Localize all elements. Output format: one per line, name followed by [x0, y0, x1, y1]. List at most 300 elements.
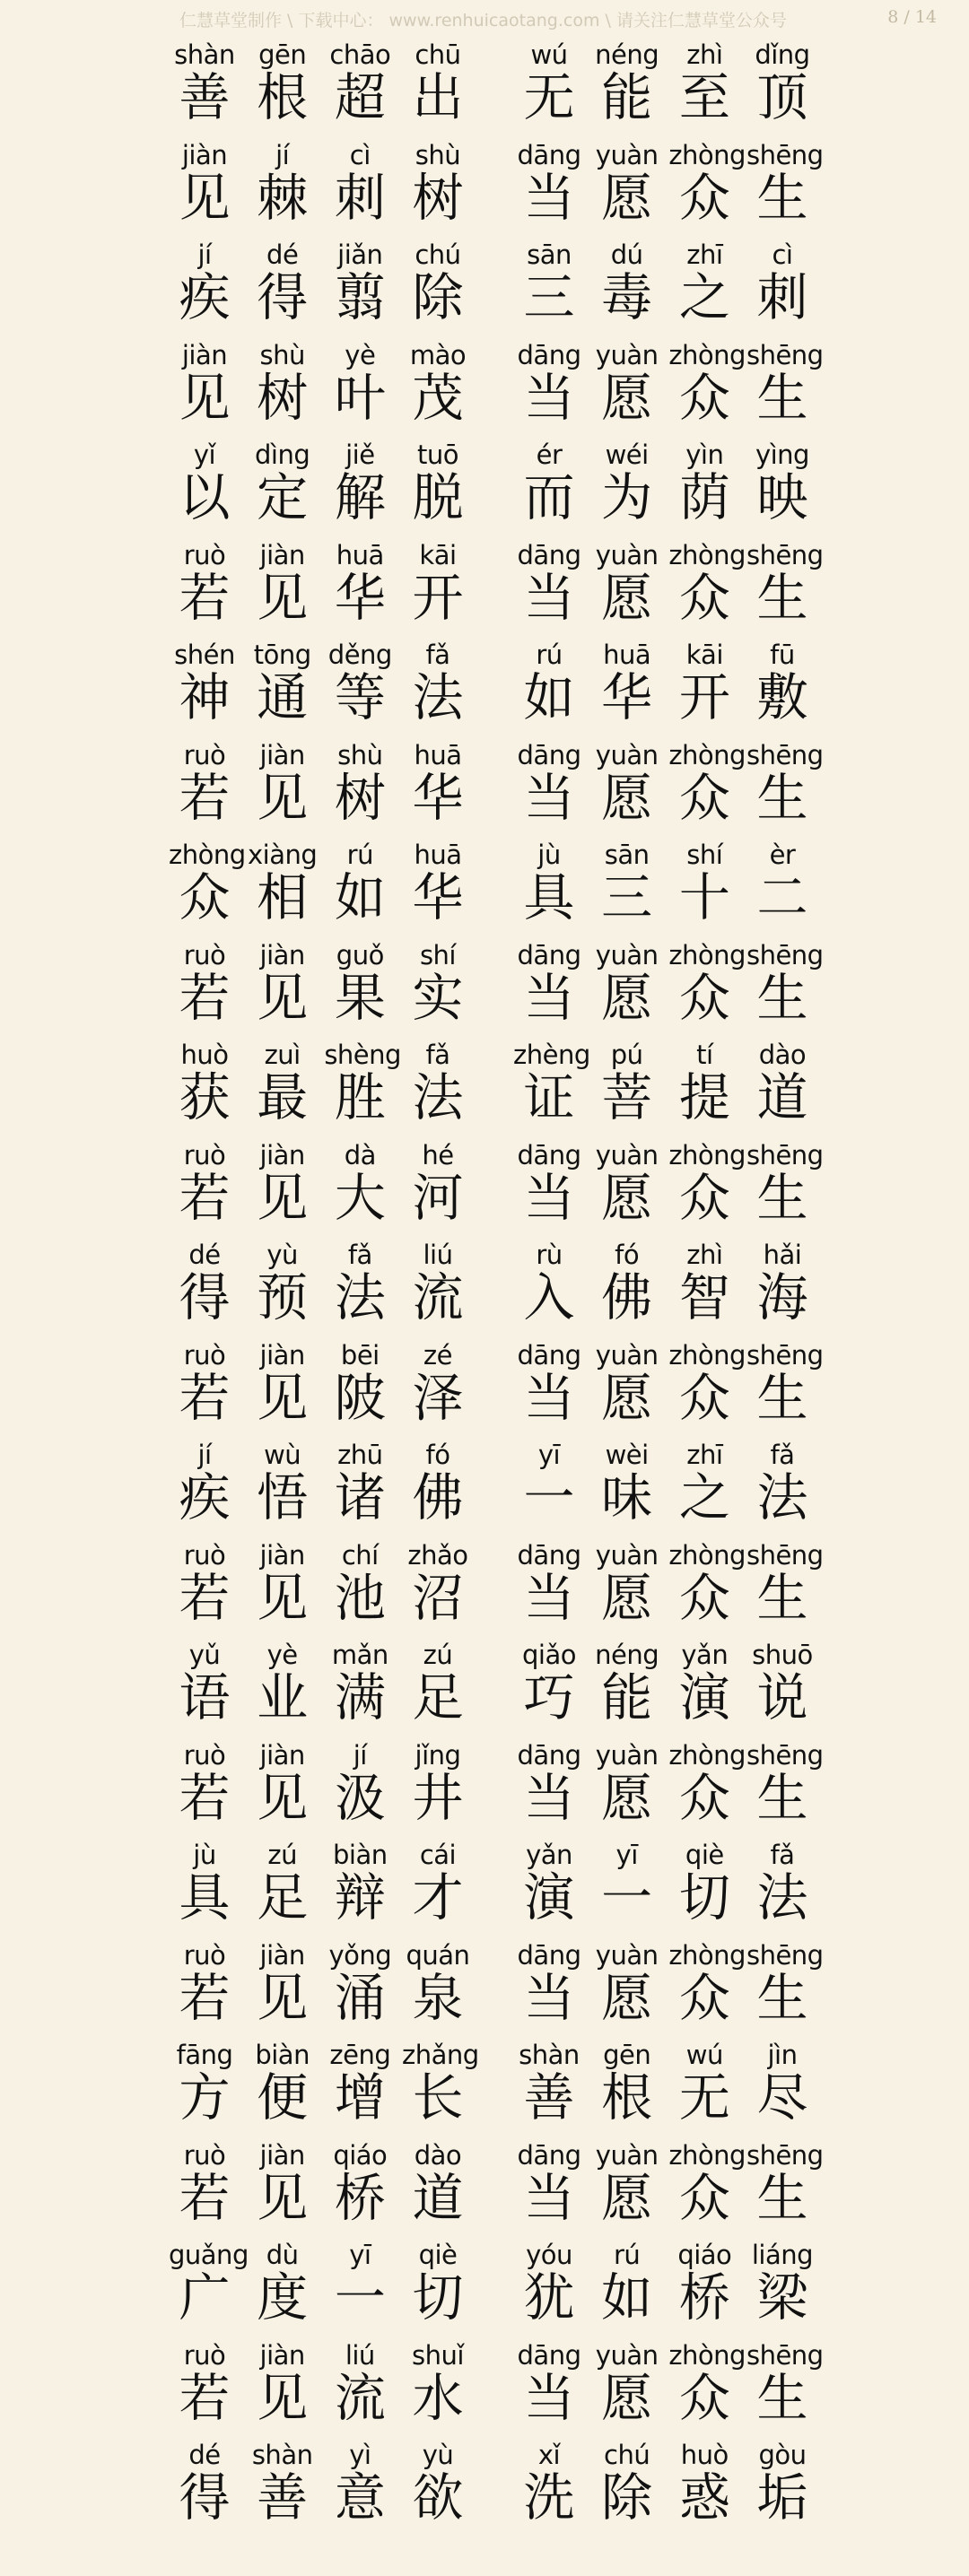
character-cell [668, 1640, 740, 1726]
hanzi: 垢 [756, 2468, 808, 2528]
character-cell [324, 1940, 396, 2026]
verse-phrase-left [169, 2140, 474, 2226]
hanzi: 愿 [601, 1968, 653, 2028]
character-cell [247, 2040, 319, 2126]
pinyin: jiàn [259, 2339, 305, 2371]
pinyin: jiàn [259, 1739, 305, 1771]
character-cell [402, 239, 474, 326]
pinyin: cì [349, 139, 371, 170]
character-cell [513, 840, 585, 926]
pinyin: dāng [517, 1539, 581, 1571]
character-cell [247, 2240, 319, 2326]
pinyin: zhòng [668, 739, 746, 770]
pinyin: dāng [517, 2139, 581, 2171]
pinyin: yuàn [595, 739, 659, 770]
pinyin: shēng [746, 1539, 824, 1571]
pinyin: yù [422, 2440, 454, 2470]
hanzi: 演 [678, 1668, 730, 1727]
pinyin: wèi [605, 1440, 649, 1470]
verse-list [0, 39, 969, 2540]
pinyin: shuō [752, 1640, 813, 1670]
hanzi: 生 [756, 568, 808, 628]
pinyin: dào [758, 1040, 807, 1070]
hanzi: 大 [334, 1168, 386, 1228]
verse-line [0, 1240, 969, 1340]
hanzi: 方 [179, 2068, 231, 2128]
character-cell [402, 540, 474, 626]
verse-phrase-left [169, 1140, 474, 1226]
pinyin: shèng [324, 1040, 401, 1070]
pinyin: dāng [517, 1739, 581, 1771]
hanzi: 法 [412, 668, 464, 727]
hanzi: 无 [523, 68, 575, 127]
pinyin: fǎ [347, 1240, 372, 1270]
pinyin: yǐ [193, 439, 216, 470]
pinyin: shēng [746, 339, 824, 370]
hanzi: 语 [179, 1668, 231, 1727]
character-cell [169, 39, 240, 126]
pinyin: huā [336, 539, 384, 570]
character-cell [591, 640, 663, 726]
character-cell [668, 1539, 746, 1628]
hanzi: 如 [601, 2268, 653, 2328]
character-cell [591, 39, 663, 126]
pinyin: shù [337, 739, 383, 770]
hanzi: 河 [412, 1168, 464, 1228]
hanzi: 满 [334, 1668, 386, 1727]
pinyin: yìng [755, 439, 809, 470]
verse-phrase-right [513, 739, 824, 828]
hanzi: 疾 [179, 268, 231, 327]
pinyin: shēng [746, 939, 824, 970]
verse-phrase-right [513, 2240, 818, 2326]
pinyin: yǎn [681, 1640, 729, 1670]
hanzi: 能 [601, 1668, 653, 1727]
character-cell [746, 1139, 824, 1228]
character-cell [591, 2140, 663, 2226]
character-cell [247, 2440, 319, 2526]
hanzi: 道 [412, 2168, 464, 2228]
hanzi: 胜 [334, 1068, 386, 1127]
pinyin: cì [772, 239, 793, 270]
character-cell [247, 1940, 319, 2026]
hanzi: 翦 [334, 268, 386, 327]
hanzi: 若 [179, 2168, 231, 2228]
verse-phrase-right [513, 1939, 824, 2028]
hanzi: 生 [756, 2168, 808, 2228]
character-cell [668, 640, 740, 726]
hanzi: 善 [257, 2468, 309, 2528]
character-cell [169, 540, 240, 626]
character-cell [324, 1640, 396, 1726]
hanzi: 三 [523, 268, 575, 327]
hanzi: 开 [678, 668, 730, 727]
hanzi: 见 [257, 968, 309, 1028]
character-cell [247, 1240, 319, 1326]
hanzi: 池 [334, 1568, 386, 1628]
hanzi: 脱 [412, 468, 464, 527]
hanzi: 菩 [601, 1068, 653, 1127]
verse-phrase-left [169, 2240, 474, 2326]
character-cell [513, 1840, 585, 1926]
pinyin: gēn [603, 2040, 651, 2070]
hanzi: 众 [678, 368, 730, 428]
character-cell [668, 439, 740, 526]
verse-phrase-right [513, 1040, 818, 1126]
pinyin: jù [537, 840, 561, 870]
character-cell [668, 2339, 746, 2428]
pinyin: shēng [746, 2139, 824, 2171]
hanzi: 欲 [412, 2468, 464, 2528]
character-cell [169, 1840, 240, 1926]
character-cell [513, 2440, 585, 2526]
pinyin: jǐng [415, 1739, 461, 1771]
character-cell [746, 439, 818, 526]
pinyin: shí [419, 939, 456, 970]
hanzi: 陂 [334, 1368, 386, 1428]
character-cell [169, 1640, 240, 1726]
pinyin: shí [686, 840, 723, 870]
hanzi: 获 [179, 1068, 231, 1127]
hanzi: 若 [179, 1568, 231, 1628]
hanzi: 解 [334, 468, 386, 527]
hanzi: 水 [412, 2368, 464, 2428]
pinyin: chāo [329, 39, 391, 70]
hanzi: 当 [523, 1768, 575, 1828]
character-cell [247, 1040, 319, 1126]
verse-phrase-left [169, 1440, 474, 1526]
character-cell [746, 640, 818, 726]
hanzi: 开 [412, 568, 464, 628]
verse-phrase-left [169, 1340, 474, 1426]
character-cell [746, 2339, 824, 2428]
hanzi: 愿 [601, 968, 653, 1028]
character-cell [591, 2240, 663, 2326]
verse-line [0, 2040, 969, 2140]
verse-line [0, 2340, 969, 2441]
character-cell [513, 1140, 585, 1226]
character-cell [513, 439, 585, 526]
verse-phrase-left [169, 740, 474, 826]
character-cell [513, 1740, 585, 1826]
hanzi: 之 [678, 1468, 730, 1527]
character-cell [591, 1640, 663, 1726]
pinyin: shēng [746, 1939, 824, 1971]
character-cell [668, 1040, 740, 1126]
hanzi: 智 [678, 1268, 730, 1327]
character-cell [513, 1640, 585, 1726]
character-cell [247, 1340, 319, 1426]
pinyin: yuàn [595, 1139, 659, 1171]
hanzi: 具 [179, 1868, 231, 1928]
pinyin: jí [353, 1739, 367, 1771]
hanzi: 最 [257, 1068, 309, 1127]
hanzi: 定 [257, 468, 309, 527]
character-cell [247, 39, 319, 126]
character-cell [169, 1340, 240, 1426]
pinyin: ruò [183, 539, 226, 570]
pinyin: pú [610, 1040, 643, 1070]
character-cell [169, 1940, 240, 2026]
verse-line [0, 1140, 969, 1240]
pinyin: jiàn [259, 2139, 305, 2171]
pinyin: xiàng [248, 840, 318, 870]
character-cell [324, 1140, 396, 1226]
pinyin: ruò [183, 2339, 226, 2371]
hanzi: 井 [412, 1768, 464, 1828]
character-cell [591, 540, 663, 626]
character-cell [402, 2140, 474, 2226]
character-cell [324, 140, 396, 226]
hanzi: 桥 [334, 2168, 386, 2228]
character-cell [668, 1339, 746, 1428]
pinyin: fū [770, 640, 795, 670]
pinyin: shēng [746, 1739, 824, 1771]
character-cell [746, 1640, 818, 1726]
pinyin: jí [197, 1440, 212, 1470]
pinyin: ruò [183, 939, 226, 970]
character-cell [591, 1040, 663, 1126]
character-cell [247, 1140, 319, 1226]
character-cell [169, 640, 240, 726]
hanzi: 叶 [334, 368, 386, 428]
verse-line [0, 640, 969, 740]
pinyin: néng [595, 1640, 659, 1670]
hanzi: 二 [756, 868, 808, 927]
character-cell [402, 2240, 474, 2326]
pinyin: yuàn [595, 2339, 659, 2371]
character-cell [169, 1440, 240, 1526]
verse-line [0, 439, 969, 540]
hanzi: 意 [334, 2468, 386, 2528]
pinyin: èr [769, 840, 796, 870]
pinyin: dāng [517, 1139, 581, 1171]
verse-phrase-right [513, 840, 818, 926]
hanzi: 生 [756, 1168, 808, 1228]
verse-phrase-left [169, 1240, 474, 1326]
character-cell [668, 2139, 746, 2228]
hanzi: 入 [523, 1268, 575, 1327]
verse-phrase-right [513, 139, 824, 228]
hanzi: 愿 [601, 1368, 653, 1428]
character-cell [169, 1540, 240, 1626]
hanzi: 众 [678, 2168, 730, 2228]
character-cell [591, 2040, 663, 2126]
character-cell [746, 739, 824, 828]
hanzi: 树 [334, 768, 386, 828]
hanzi: 而 [523, 468, 575, 527]
character-cell [169, 740, 240, 826]
pinyin: jiě [345, 439, 375, 470]
verse-phrase-left [169, 340, 474, 426]
pinyin: zhòng [668, 539, 746, 570]
character-cell [591, 1340, 663, 1426]
character-cell [668, 139, 746, 228]
character-cell [591, 940, 663, 1026]
character-cell [324, 1240, 396, 1326]
hanzi: 广 [179, 2268, 231, 2328]
pinyin: dāng [517, 339, 581, 370]
hanzi: 若 [179, 1968, 231, 2028]
character-cell [169, 1040, 240, 1126]
verse-phrase-left [169, 1640, 474, 1726]
pinyin: zhòng [668, 139, 746, 170]
hanzi: 根 [601, 2068, 653, 2128]
hanzi: 愿 [601, 768, 653, 828]
pinyin: dé [266, 239, 299, 270]
character-cell [324, 2440, 396, 2526]
hanzi: 刺 [334, 168, 386, 228]
hanzi: 除 [601, 2468, 653, 2528]
pinyin: biàn [255, 2040, 310, 2070]
pinyin: qiǎo [522, 1640, 576, 1670]
pinyin: zú [267, 1840, 297, 1870]
hanzi: 长 [412, 2068, 464, 2128]
pinyin: zhòng [668, 1739, 746, 1771]
verse-phrase-right [513, 1739, 824, 1828]
hanzi: 尽 [756, 2068, 808, 2128]
pinyin: dāng [517, 1339, 581, 1371]
pinyin: ruò [183, 2139, 226, 2171]
header-bar [0, 0, 969, 41]
hanzi: 当 [523, 1568, 575, 1628]
hanzi: 见 [257, 1368, 309, 1428]
hanzi: 切 [678, 1868, 730, 1928]
pinyin: yè [266, 1640, 298, 1670]
verse-line [0, 940, 969, 1040]
pinyin: zhū [337, 1440, 383, 1470]
character-cell [591, 239, 663, 326]
pinyin: fǎ [425, 1040, 450, 1070]
character-cell [247, 1440, 319, 1526]
hanzi: 法 [756, 1468, 808, 1527]
verse-line [0, 1640, 969, 1740]
hanzi: 泉 [412, 1968, 464, 2028]
character-cell [247, 640, 319, 726]
hanzi: 生 [756, 1968, 808, 2028]
hanzi: 众 [678, 1168, 730, 1228]
character-cell [668, 2040, 740, 2126]
pinyin: yǒng [328, 1939, 392, 1971]
hanzi: 至 [678, 68, 730, 127]
character-cell [746, 840, 818, 926]
hanzi: 沼 [412, 1568, 464, 1628]
pinyin: rú [536, 640, 563, 670]
pinyin: tí [696, 1040, 713, 1070]
character-cell [513, 1040, 590, 1127]
pinyin: huā [603, 640, 651, 670]
pinyin: dà [344, 1139, 376, 1171]
hanzi: 神 [179, 668, 231, 727]
pinyin: jiàn [259, 1139, 305, 1171]
pinyin: tuō [416, 439, 458, 470]
character-cell [668, 739, 746, 828]
pinyin: hé [422, 1139, 454, 1171]
hanzi: 无 [678, 2068, 730, 2128]
pinyin: jiàn [259, 739, 305, 770]
verse-phrase-right [513, 939, 824, 1028]
hanzi: 便 [257, 2068, 309, 2128]
character-cell [324, 1540, 396, 1626]
hanzi: 顶 [756, 68, 808, 127]
hanzi: 当 [523, 1168, 575, 1228]
hanzi: 切 [412, 2268, 464, 2328]
character-cell [324, 1440, 396, 1526]
character-cell [591, 2440, 663, 2526]
character-cell [402, 2340, 474, 2426]
pinyin: rú [346, 840, 373, 870]
pinyin: yī [537, 1440, 561, 1470]
character-cell [591, 840, 663, 926]
hanzi: 当 [523, 1968, 575, 2028]
verse-phrase-right [513, 1640, 818, 1726]
character-cell [324, 840, 396, 926]
character-cell [746, 1939, 824, 2028]
character-cell [401, 2040, 479, 2128]
verse-line [0, 740, 969, 840]
hanzi: 见 [257, 568, 309, 628]
pinyin: yuàn [595, 339, 659, 370]
character-cell [513, 2040, 585, 2126]
hanzi: 众 [678, 768, 730, 828]
pinyin: jiàn [259, 939, 305, 970]
character-cell [746, 2240, 818, 2326]
hanzi: 树 [412, 168, 464, 228]
hanzi: 梁 [756, 2268, 808, 2328]
pinyin: zhòng [668, 1939, 746, 1971]
character-cell [169, 140, 240, 226]
hanzi: 泽 [412, 1368, 464, 1428]
hanzi: 得 [257, 268, 309, 327]
pinyin: gēn [258, 39, 307, 70]
hanzi: 佛 [601, 1268, 653, 1327]
character-cell [513, 140, 585, 226]
pinyin: fó [615, 1240, 640, 1270]
pinyin: zhòng [668, 1539, 746, 1571]
pinyin: shēng [746, 1339, 824, 1371]
hanzi: 足 [412, 1668, 464, 1727]
character-cell [591, 740, 663, 826]
hanzi: 流 [412, 1268, 464, 1327]
pinyin: yǎn [526, 1840, 572, 1870]
hanzi: 巧 [523, 1668, 575, 1727]
hanzi: 华 [412, 768, 464, 828]
pinyin: fó [425, 1440, 450, 1470]
pinyin: yuàn [595, 1539, 659, 1571]
character-cell [247, 1640, 319, 1726]
pinyin: dìng [255, 439, 310, 470]
character-cell [746, 239, 818, 326]
pinyin: guǒ [336, 939, 384, 970]
character-cell [668, 1939, 746, 2028]
character-cell [324, 2240, 396, 2326]
pinyin: mǎn [331, 1640, 388, 1670]
hanzi: 愿 [601, 1568, 653, 1628]
verse-phrase-right [513, 640, 818, 726]
pinyin: shēng [746, 739, 824, 770]
pinyin: wù [264, 1440, 301, 1470]
verse-phrase-right [513, 1840, 818, 1926]
pinyin: mào [409, 339, 467, 370]
pinyin: yìn [685, 439, 724, 470]
character-cell [247, 840, 319, 926]
character-cell [668, 1840, 740, 1926]
pinyin: fǎ [425, 640, 450, 670]
character-cell [169, 840, 246, 927]
hanzi: 见 [257, 1568, 309, 1628]
pinyin: yuàn [595, 1739, 659, 1771]
pinyin: jiǎn [337, 239, 383, 270]
